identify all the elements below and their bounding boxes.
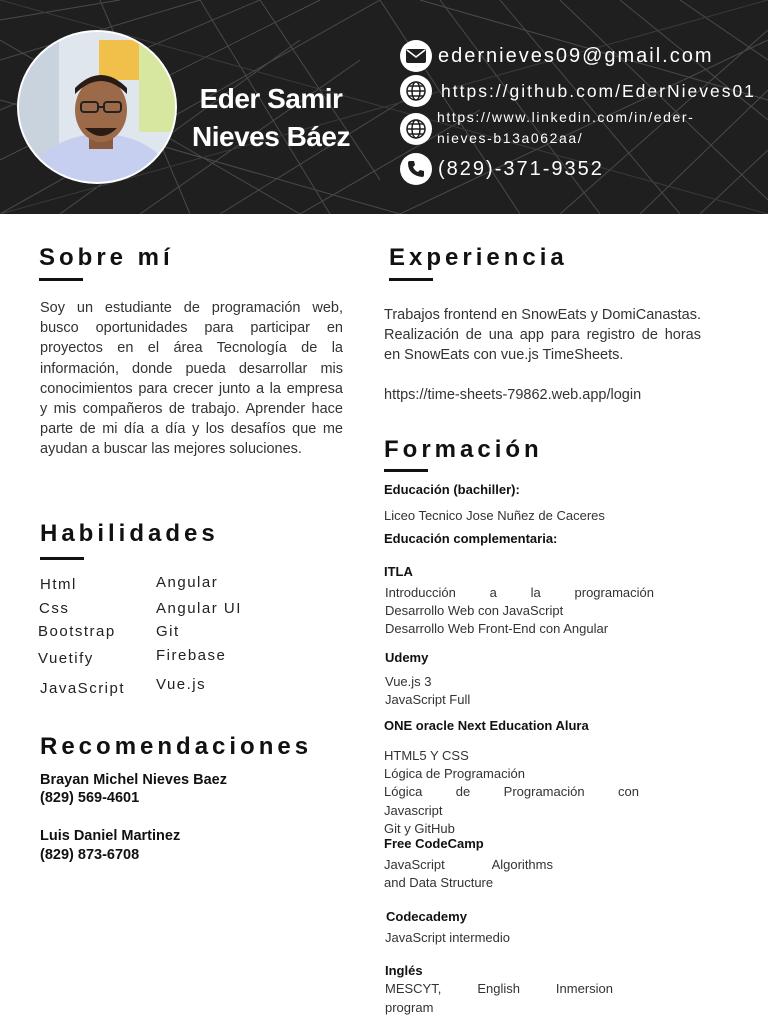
experience-underline	[389, 278, 433, 281]
recommendation-phone: (829) 873-6708	[40, 847, 140, 863]
education-title: Formación	[384, 436, 543, 463]
linkedin-link-line1[interactable]: https://www.linkedin.com/in/eder-	[437, 109, 695, 125]
recommendation-name: Luis Daniel Martinez	[40, 828, 181, 844]
recommendation-name: Brayan Michel Nieves Baez	[40, 772, 227, 788]
contact-github[interactable]	[400, 75, 756, 107]
education-heading: Educación (bachiller):	[384, 482, 520, 497]
name-first-line: Eder Samir	[199, 83, 343, 114]
skill-item: Angular	[156, 574, 219, 591]
phone-text[interactable]: (829)-371-9352	[438, 157, 604, 180]
header-banner	[0, 0, 768, 214]
about-underline	[39, 278, 83, 281]
education-item: JavaScript Algorithms	[384, 857, 553, 872]
education-item: Desarrollo Web Front-End con Angular	[385, 621, 609, 636]
education-item: Desarrollo Web con JavaScript	[385, 603, 564, 618]
education-item: Liceo Tecnico Jose Nuñez de Caceres	[384, 508, 605, 523]
education-item: Lógica de Programación con	[384, 784, 639, 799]
profile-photo	[17, 30, 177, 184]
education-item: HTML5 Y CSS	[384, 748, 469, 763]
linkedin-link-line2[interactable]: nieves-b13a062aa/	[437, 130, 584, 146]
recommendations-title: Recomendaciones	[40, 733, 313, 760]
education-item: Git y GitHub	[384, 821, 455, 836]
skill-item: Html	[40, 576, 77, 593]
education-item: JavaScript intermedio	[385, 930, 510, 945]
education-item: Lógica de Programación	[384, 766, 525, 781]
education-heading: ITLA	[384, 564, 413, 579]
full-name	[186, 80, 356, 156]
education-heading: Udemy	[385, 650, 429, 665]
recommendation-phone: (829) 569-4601	[40, 790, 140, 806]
skill-item: Vuetify	[38, 650, 94, 667]
skill-item: Git	[156, 623, 180, 640]
globe-icon	[400, 75, 432, 107]
education-item: program	[385, 1000, 434, 1015]
education-heading: Inglés	[385, 963, 423, 978]
contact-email[interactable]	[400, 40, 714, 72]
contact-phone[interactable]	[400, 153, 604, 185]
skill-item: JavaScript	[40, 680, 126, 697]
education-item: and Data Structure	[384, 875, 494, 890]
about-title: Sobre mí	[39, 244, 174, 271]
skills-underline	[40, 557, 84, 560]
github-link[interactable]: https://github.com/EderNieves01	[441, 80, 756, 101]
education-item: Introducción a la programación	[385, 585, 654, 600]
avatar	[19, 32, 177, 184]
about-text: Soy un estudiante de programación web, busco oportunidades para participar en proyectos en el área Tecnología de la información, donde pueda desarrollar mis conocimientos para crecer junto a la empresa y mis compañeros de trabajo. Aprender hace parte de mi día a día y los desafíos que me ayudan a buscar las mejores soluciones.	[40, 300, 343, 458]
education-heading: Codecademy	[386, 909, 467, 924]
skill-item: Bootstrap	[38, 623, 116, 640]
contact-linkedin[interactable]	[400, 109, 695, 149]
skill-item: Css	[39, 600, 70, 617]
experience-link[interactable]: https://time-sheets-79862.web.app/login	[384, 387, 642, 403]
education-heading: Educación complementaria:	[384, 531, 558, 546]
skill-item: Angular UI	[156, 600, 242, 617]
experience-text: Trabajos frontend en SnowEats y DomiCanastas. Realización de una app para registro de horas en SnowEats con vue.js TimeSheets.	[384, 307, 702, 364]
education-item: JavaScript Full	[385, 692, 471, 707]
education-heading: Free CodeCamp	[384, 836, 484, 851]
name-second-line: Nieves Báez	[192, 121, 350, 152]
skill-item: Vue.js	[156, 676, 207, 693]
education-item: MESCYT, English Inmersion	[385, 981, 613, 996]
phone-icon	[400, 153, 432, 185]
globe-icon	[400, 113, 432, 145]
envelope-icon	[400, 40, 432, 72]
education-underline	[384, 469, 428, 472]
education-heading: ONE oracle Next Education Alura	[384, 718, 589, 733]
experience-title: Experiencia	[389, 244, 568, 271]
education-item: Javascript	[384, 803, 443, 818]
email-text[interactable]: edernieves09@gmail.com	[438, 44, 714, 67]
skill-item: Firebase	[156, 647, 227, 664]
education-item: Vue.js 3	[385, 674, 432, 689]
skills-title: Habilidades	[40, 520, 219, 547]
